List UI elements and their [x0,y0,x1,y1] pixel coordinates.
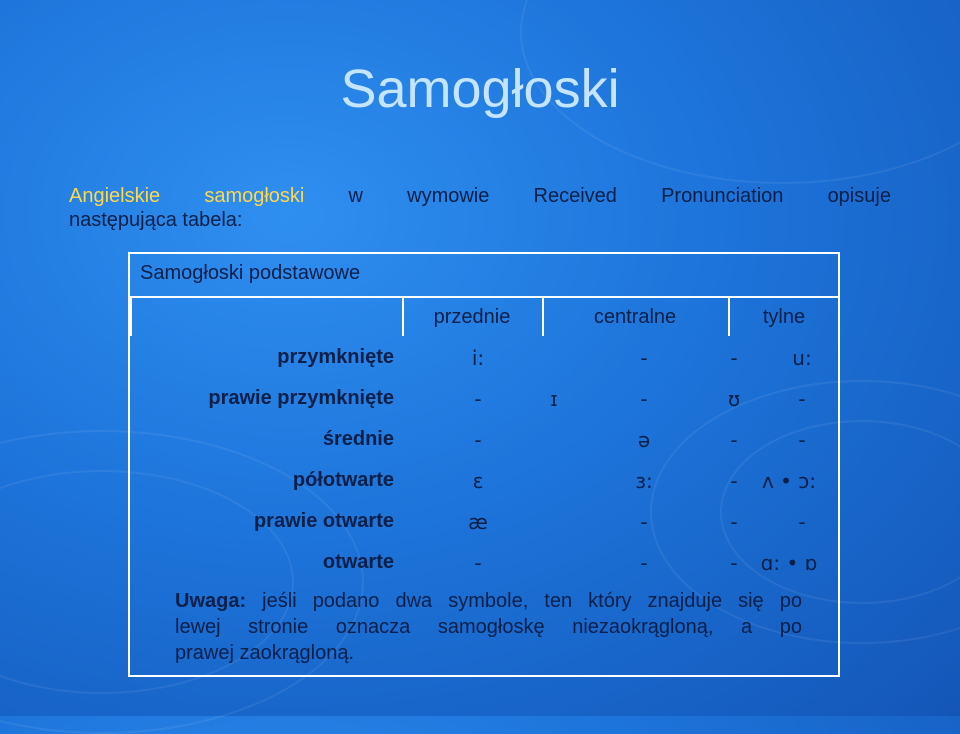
vowel-cell: i: [471,346,485,370]
vowel-cell: ɪ [550,387,558,411]
table-caption: Samogłoski podstawowe [140,262,361,284]
vowel-cell: - [730,428,738,452]
row-label: prawie przymknięte [208,387,394,409]
vowel-cell: u: [792,346,812,370]
row-label: średnie [322,428,394,450]
note-label: Uwaga: [175,590,247,612]
column-header-central: centralne [593,306,677,328]
vowel-cell: - [798,428,806,452]
note-paragraph [175,588,802,666]
vowel-cell: - [640,387,648,411]
row-label: półotwarte [292,469,394,491]
note-text: jeśli podano dwa symbole, ten który znajduje się po [246,590,802,612]
intro-word: wymowie [407,185,490,207]
vowel-cell: ɛ [472,469,484,493]
vowel-cell: ɜ: [635,469,653,493]
vowel-cell: - [474,428,482,452]
vowel-cell: æ [468,510,488,534]
intro-word: Received [533,185,617,207]
intro-line-2: następująca tabela: [69,209,243,231]
vowel-cell: - [798,510,806,534]
header-box [130,296,402,336]
vowel-cell: - [730,346,738,370]
column-header-back: tylne [762,306,806,328]
vowel-cell: - [640,346,648,370]
vowel-cell: ə [637,428,651,452]
vowel-cell: - [474,551,482,575]
intro-word: samogłoski [204,185,305,207]
intro-paragraph [69,184,891,232]
vowel-cell: - [640,510,648,534]
vowel-cell: ɑ: • ɒ [760,551,818,575]
column-header-front: przednie [433,306,511,328]
row-label: otwarte [322,551,394,573]
row-label: prawie otwarte [253,510,394,532]
row-label: przymknięte [277,346,394,368]
vowel-cell: - [640,551,648,575]
note-line-3: prawej zaokrągloną. [175,642,354,664]
note-line-1 [175,588,802,614]
intro-word: Pronunciation [661,185,784,207]
vowel-cell: - [730,510,738,534]
vowel-cell: - [798,387,806,411]
vowel-cell: - [474,387,482,411]
intro-word: w [348,185,363,207]
intro-word: Angielskie [69,185,161,207]
vowel-cell: ʊ [727,387,741,411]
vowel-cell: - [730,469,738,493]
vowel-cell: - [730,551,738,575]
note-line-2: lewej stronie oznacza samogłoskę niezaokrągloną, a po [175,616,802,638]
vowel-cell: ʌ • ɔ: [761,469,817,493]
intro-word: opisuje [827,185,891,207]
slide-title: Samogłoski [340,59,620,119]
